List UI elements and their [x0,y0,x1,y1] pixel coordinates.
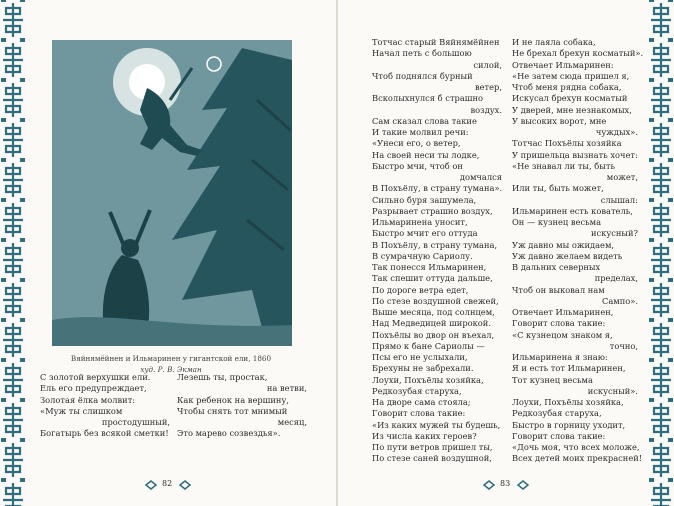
left-ornament-border [0,0,26,506]
poem-line: Из числа каких героев? [372,430,477,441]
left-page-number-ornament [144,480,158,490]
poem-line: Быстро в горницу уходит, [512,419,626,430]
poem-line: Так спешит оттуда дальше, [372,273,493,284]
left-page-number: 82 [162,479,173,488]
poem-line: Ильмаринен есть кователь, [512,205,633,216]
poem-line: Сампо». [602,295,638,306]
poem-line: Уж давно мы ожидаем, [512,239,615,250]
left-page-column-1 [40,372,170,440]
poem-line: Чтоб он выковал нам [512,284,605,295]
right-page-number-ornament [482,480,496,490]
poem-line: Говорит слова такие: [372,408,466,419]
poem-line: Тотчас старый Вяйнямёйнен [372,37,500,47]
poem-line: Сильно буря зашумела, [372,194,477,205]
poem-line: В сумрачную Сариолу. [372,250,473,261]
poem-line: силой, [473,59,502,70]
poem-line: Ильмаринена уносит, [372,217,468,227]
poem-line: Над Медведицей широкой. [372,318,491,329]
poem-line: Ель его предупреждает, [40,383,147,394]
poem-line: Лоухи, Похъёлы хозяйка, [372,374,484,385]
poem-line: Так понесся Ильмаринен, [372,262,487,272]
poem-line: простодушный, [101,417,170,427]
poem-line: месяц, [277,417,307,427]
poem-line: Похъёлы во двор он въехал, [372,329,495,340]
right-page-number-ornament-2 [516,480,530,490]
poem-line: У высоких ворот, мне [512,115,607,126]
poem-line: В Похъёлу, в страну тумана». [372,183,503,194]
poem-line: пределах, [594,273,638,284]
poem-line: Брехуны не забрехали. [372,363,474,374]
caption-title: Вяйнямёйнен и Ильмаринен у гигантской ели, 1860 [70,354,272,363]
poem-line: Уж давно желаем видеть [512,250,623,261]
left-page-number-ornament-2 [178,480,192,490]
poem-line: на ветви, [266,383,307,394]
poem-line: У пришельца вызнать хочет: [512,149,638,160]
poem-line: «С кузнецом знаком я, [512,329,613,340]
poem-line: Он — кузнец весьма [512,217,602,227]
poem-line: Говорит слова такие: [512,430,606,441]
right-ornament-border [648,0,674,506]
poem-line: слышал: [600,194,638,205]
poem-line: И не лаяла собака, [512,37,596,47]
poem-line: Чтоб поднялся бурный [372,70,473,81]
poem-line: «Не знавал ли ты, быть [512,160,615,171]
poem-line: ветер, [474,82,502,92]
illustration [52,40,292,346]
poem-line: По дороге ветра едет, [372,284,469,295]
poem-line: Это марево созвездья». [177,428,281,439]
poem-line: Чтоб меня рядна собака, [512,82,622,92]
poem-line: У дверей, мне незнакомых, [512,104,632,115]
poem-line: По пути ветров пришел ты, [372,442,493,452]
poem-line: Чтобы снять тот мнимый [177,405,288,416]
poem-line: Говорит слова такие: [512,318,606,329]
poem-line: С золотой верхушки ели. [40,372,151,382]
poem-line: Я и есть тот Ильмаринен, [512,363,626,374]
poem-line: Быстро мчи, чтоб он [372,160,463,171]
poem-line: Тотчас Похъёлы хозяйка [512,138,622,149]
right-page-column-1 [372,37,502,465]
poem-line: «Из каких мужей ты будешь, [372,419,501,430]
poem-line: Выше месяца, под солнцем, [372,307,495,317]
poem-line: «Дочь моя, что всех моложе, [512,442,640,452]
poem-line: «Муж ты слишком [40,405,123,416]
poem-line: Или ты, быть может, [512,183,604,194]
poem-line: Отвечает Ильмаринен, [512,307,614,317]
poem-line: В Похъёлу, в страну тумана, [372,239,498,250]
poem-line: Золотая ёлка молвит: [40,394,136,405]
poem-line: Искусал брехун косматый [512,93,628,104]
poem-line: Редкозубая старуха, [372,385,462,396]
poem-line: Не брехал брехун косматый». [512,48,644,59]
poem-line: Тот кузнец весьма [512,374,593,385]
poem-line: На своей неси ты лодке, [372,149,480,160]
right-page-column-2 [512,37,644,465]
poem-line: Всех детей моих прекрасней! [512,453,643,464]
poem-line: На дворе сама стояла; [372,397,471,407]
left-page-column-2 [177,372,307,440]
poem-line: Быстро мчит его оттуда [372,228,478,239]
poem-line: Псы его не услыхали, [372,352,468,362]
poem-line: Лоухи, Похъёлы хозяйка, [512,397,624,407]
book-gutter [336,0,338,506]
poem-line: искусный? [590,228,638,239]
poem-line: «Не затем сюда пришел я, [512,70,630,81]
poem-line: Отвечает Ильмаринен: [512,59,614,70]
poem-line: В дальних северных [512,262,601,272]
poem-line: Прямо к бане Сариолы — [372,340,485,351]
poem-line: Разрывает страшно воздух, [372,205,493,216]
poem-line: «Унеси его, о ветер, [372,138,461,149]
poem-line: По стезе воздушной свежей, [372,295,499,306]
poem-line: Всколыхнулся б страшно [372,93,484,104]
poem-line: воздух. [470,104,502,115]
poem-line: Ильмаринена я знаю: [512,352,608,362]
poem-line: Богатырь без всякой сметки! [40,428,169,439]
poem-line: По стезе саней воздушной, [372,453,492,464]
caption-credit: худ. Р. В. Экман [140,365,202,374]
poem-line: Начал петь с большою [372,48,472,59]
poem-line: Сам сказал слова такие [372,115,477,126]
poem-line: Редкозубая старуха, [512,408,602,419]
poem-line: домчался [459,172,502,182]
right-page-number: 83 [500,479,511,488]
poem-line: Как ребенок на вершину, [177,394,289,405]
poem-line: Лезешь ты, простак, [177,372,268,382]
poem-line: искусный». [587,385,638,396]
poem-line: может, [606,172,638,182]
poem-line: точно, [609,340,638,351]
poem-line: чуждых». [595,127,638,137]
poem-line: И такие молвил речи: [372,127,469,137]
